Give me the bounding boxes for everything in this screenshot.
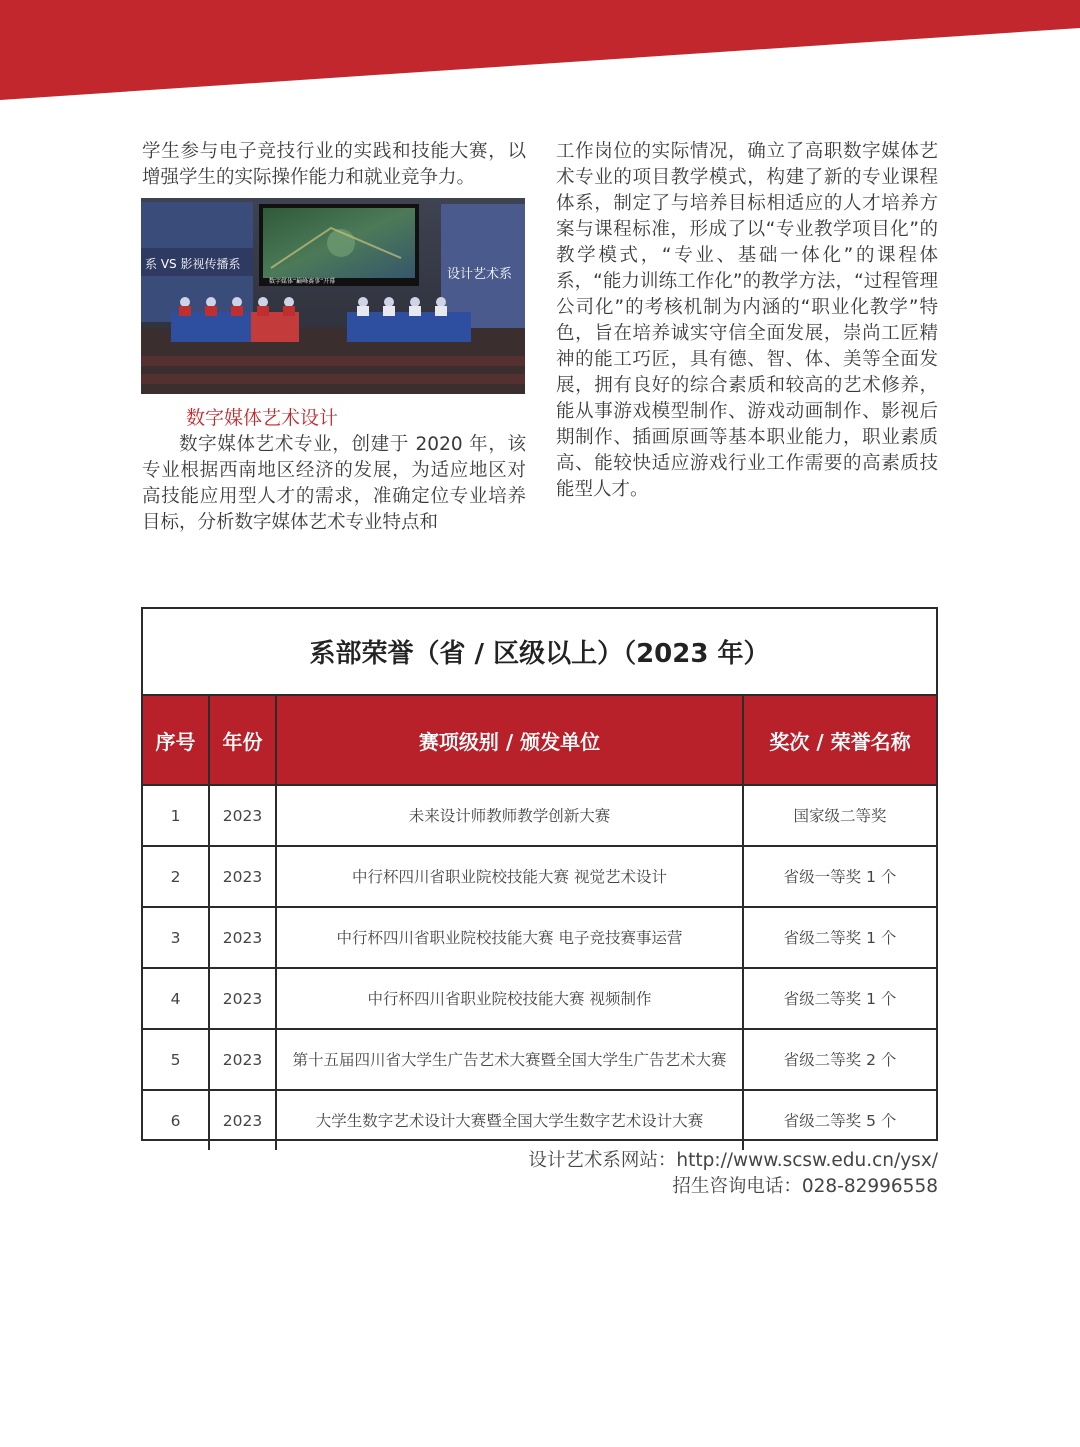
cell-competition: 大学生数字艺术设计大赛暨全国大学生数字艺术设计大赛 <box>276 1090 743 1150</box>
competition-photo <box>141 198 525 394</box>
cell-index: 6 <box>143 1090 209 1150</box>
header-competition: 赛项级别 / 颁发单位 <box>276 696 743 785</box>
top-banner <box>0 0 1080 110</box>
cell-competition: 中行杯四川省职业院校技能大赛 电子竞技赛事运营 <box>276 907 743 968</box>
cell-year: 2023 <box>209 846 276 907</box>
table-row <box>143 785 936 846</box>
photo-screen-caption: 数字媒体“巅峰赛事”开幕 <box>269 278 336 285</box>
cell-competition: 未来设计师教师教学创新大赛 <box>276 785 743 846</box>
photo-banner-left: 系 VS 影视传播系 <box>145 257 241 271</box>
cell-award: 省级二等奖 1 个 <box>743 968 936 1029</box>
cell-index: 2 <box>143 846 209 907</box>
cell-year: 2023 <box>209 785 276 846</box>
cell-year: 2023 <box>209 907 276 968</box>
section-heading: 数字媒体艺术设计 <box>186 407 339 429</box>
header-index: 序号 <box>143 696 209 785</box>
header-year: 年份 <box>209 696 276 785</box>
cell-competition: 第十五届四川省大学生广告艺术大赛暨全国大学生广告艺术大赛 <box>276 1029 743 1090</box>
section-paragraph-right: 工作岗位的实际情况，确立了高职数字媒体艺术专业的项目教学模式，构建了新的专业课程体系，制定了与培养目标相适应的人才培养方案与课程标准，形成了以“专业教学项目化”的教学模式，“专业、基础一体化”的课程体系，“能力训练工作化”的教学方法，“过程管理公司化”的考核机制为内涵的“职业化教学”特色，旨在培养诚实守信全面发展，崇尚工匠精神的能工巧匠，具有德、智、体、美等全面发展，拥有良好的综合素质和较高的艺术修养，能从事游戏模型制作、游戏动画制作、影视后期制作、插画原画等基本职业能力，职业素质高、能较快适应游戏行业工作需要的高素质技能型人才。 <box>556 141 938 500</box>
honors-table <box>143 696 936 1150</box>
table-row <box>143 907 936 968</box>
cell-award: 省级二等奖 2 个 <box>743 1029 936 1090</box>
table-row <box>143 968 936 1029</box>
footer-website: 设计艺术系网站：http://www.scsw.edu.cn/ysx/ <box>528 1150 938 1171</box>
cell-index: 5 <box>143 1029 209 1090</box>
competition-photo-graphic <box>141 198 525 394</box>
footer-phone: 招生咨询电话：028-82996558 <box>672 1176 938 1197</box>
right-column <box>556 139 938 503</box>
left-section-block <box>142 404 526 536</box>
table-header-row <box>143 696 936 785</box>
left-intro-text <box>142 139 526 191</box>
cell-index: 3 <box>143 907 209 968</box>
photo-banner-right: 设计艺术系 <box>447 267 513 282</box>
cell-award: 省级二等奖 1 个 <box>743 907 936 968</box>
cell-year: 2023 <box>209 1029 276 1090</box>
cell-index: 4 <box>143 968 209 1029</box>
cell-competition: 中行杯四川省职业院校技能大赛 视频制作 <box>276 968 743 1029</box>
cell-competition: 中行杯四川省职业院校技能大赛 视觉艺术设计 <box>276 846 743 907</box>
table-row <box>143 1090 936 1150</box>
cell-year: 2023 <box>209 1090 276 1150</box>
cell-award: 省级二等奖 5 个 <box>743 1090 936 1150</box>
table-row <box>143 1029 936 1090</box>
header-award: 奖次 / 荣誉名称 <box>743 696 936 785</box>
cell-award: 国家级二等奖 <box>743 785 936 846</box>
cell-index: 1 <box>143 785 209 846</box>
intro-paragraph: 学生参与电子竞技行业的实践和技能大赛，以增强学生的实际操作能力和就业竞争力。 <box>142 141 526 188</box>
section-paragraph-left: 数字媒体艺术专业，创建于 2020 年，该专业根据西南地区经济的发展，为适应地区对高技能应用型人才的需求，准确定位专业培养目标，分析数字媒体艺术专业特点和 <box>142 434 526 533</box>
cell-year: 2023 <box>209 968 276 1029</box>
honors-panel <box>141 607 938 1141</box>
honors-title: 系部荣誉（省 / 区级以上）（2023 年） <box>143 609 936 696</box>
cell-award: 省级一等奖 1 个 <box>743 846 936 907</box>
table-row <box>143 846 936 907</box>
